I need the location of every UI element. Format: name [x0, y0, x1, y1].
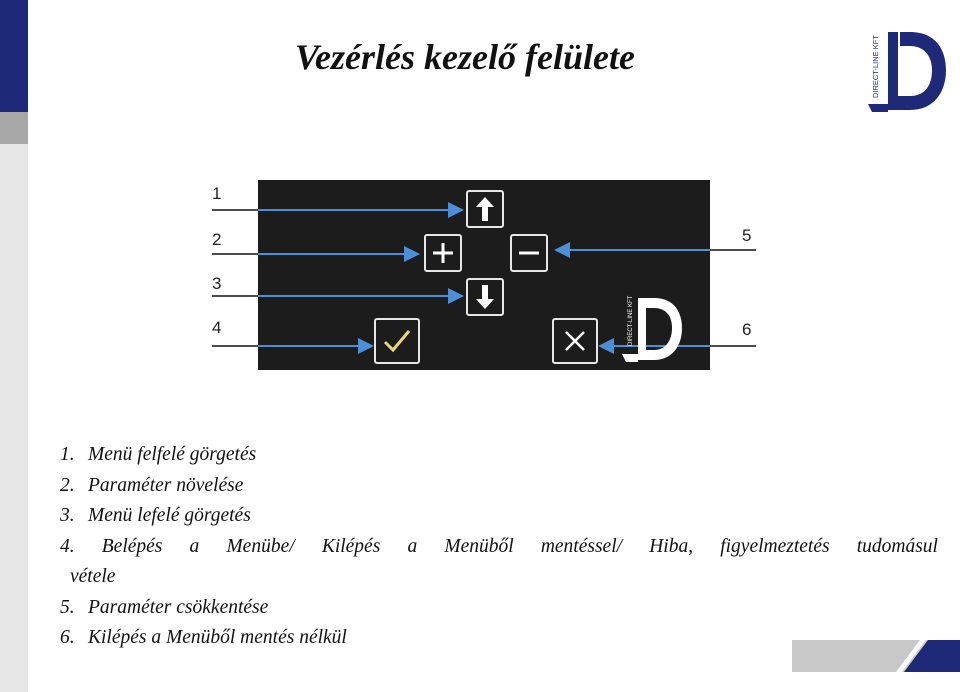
scroll-up-button[interactable] — [466, 190, 504, 228]
slide-title: Vezérlés kezelő felülete — [295, 37, 635, 77]
x-icon — [562, 328, 588, 354]
plus-icon — [432, 242, 454, 264]
arrow-down-icon — [475, 284, 495, 310]
sidebar-bar-light — [0, 144, 28, 692]
list-item-4: 4. Belépés a Menübe/ Kilépés a Menüből mentéssel/ Hiba, figyelmeztetés tudomásul — [60, 535, 938, 557]
corner-decoration — [792, 640, 960, 672]
sidebar-bar-gray — [0, 112, 28, 144]
increase-button[interactable] — [424, 234, 462, 272]
scroll-down-button[interactable] — [466, 278, 504, 316]
callout-6: 6 — [742, 320, 752, 339]
panel-logo-text: DIRECT-LINE KFT — [628, 295, 634, 346]
callout-2: 2 — [212, 230, 222, 249]
cancel-button[interactable] — [552, 318, 598, 364]
callout-5: 5 — [742, 226, 752, 245]
list-item-4-continuation: vétele — [70, 566, 116, 587]
sidebar-bar-blue — [0, 0, 28, 112]
check-icon — [382, 328, 412, 354]
callout-1: 1 — [212, 184, 222, 203]
list-item-3: 3. Menü lefelé görgetés — [60, 505, 251, 526]
confirm-button[interactable] — [374, 318, 420, 364]
decrease-button[interactable] — [510, 234, 548, 272]
list-item-6: 6. Kilépés a Menüből mentés nélkül — [60, 627, 347, 648]
logo-text: DIRECT-LINE KFT — [871, 35, 880, 98]
list-item-1: 1. Menü felfelé görgetés — [60, 444, 257, 465]
callout-3: 3 — [212, 274, 222, 293]
list-item-5: 5. Paraméter csökkentése — [60, 596, 269, 618]
panel-logo-icon — [620, 294, 688, 366]
list-item-2: 2. Paraméter növelése — [60, 474, 244, 496]
callout-4: 4 — [212, 318, 222, 337]
direct-line-logo-icon — [866, 26, 950, 118]
control-panel-diagram — [200, 176, 770, 376]
function-list — [60, 440, 940, 654]
arrow-up-icon — [475, 196, 495, 222]
minus-icon — [518, 242, 540, 264]
